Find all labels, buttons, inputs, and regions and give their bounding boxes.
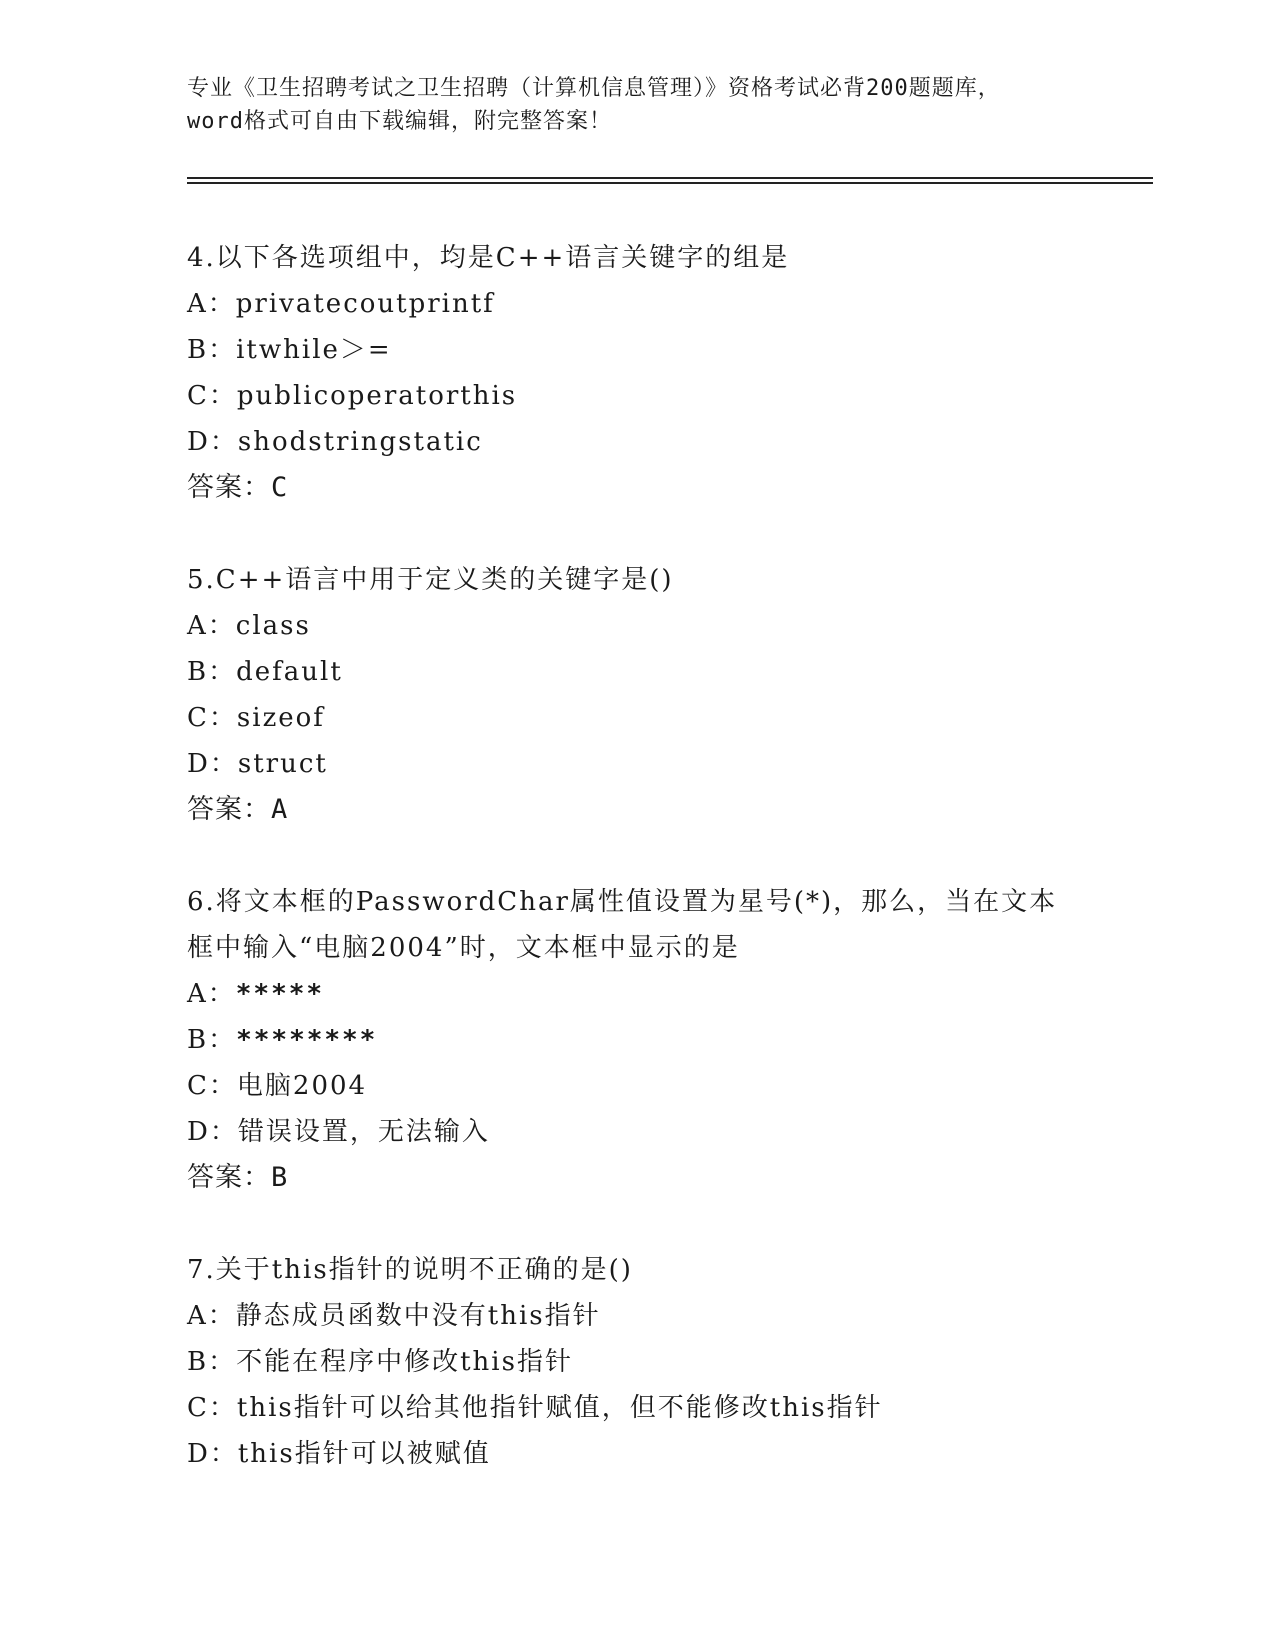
option-d [187,1109,1087,1155]
option-text: sizeof [236,703,325,733]
option-text: default [236,657,343,687]
option-a [187,603,1087,649]
option-b [187,1017,1087,1063]
option-label: A： [187,289,236,319]
option-label: D： [187,1117,238,1147]
option-label: B： [187,657,237,687]
option-label: C： [187,1071,237,1101]
question-stem: 6.将文本框的PasswordChar属性值设置为星号(*)，那么，当在文本 [187,887,1058,917]
option-a [187,971,1087,1017]
question-6 [187,879,1087,1201]
header-divider-top [187,177,1153,179]
option-label: D： [187,427,238,457]
option-d [187,1431,1087,1477]
option-d [187,741,1087,787]
option-a [187,281,1087,327]
question-7 [187,1247,1087,1477]
option-text: shodstringstatic [237,427,483,457]
option-text: ***** [235,979,325,1009]
option-label: A： [187,1301,236,1331]
question-4 [187,235,1087,511]
option-text: ******** [236,1025,378,1055]
question-stem: 7.关于this指针的说明不正确的是() [187,1255,633,1285]
option-text: 电脑2004 [236,1071,368,1101]
option-label: A： [187,979,236,1009]
option-label: B： [187,1025,237,1055]
option-d [187,419,1087,465]
option-label: D： [187,1439,238,1469]
option-label: C： [187,703,237,733]
option-text: this指针可以被赋值 [237,1439,491,1469]
option-c [187,695,1087,741]
question-stem-continued: 框中输入“电脑2004”时，文本框中显示的是 [187,933,740,963]
answer-line: 答案：B [187,1162,289,1193]
option-b [187,1339,1087,1385]
option-b [187,327,1087,373]
option-text: publicoperatorthis [236,381,518,411]
option-label: B： [187,1347,237,1377]
header-line-1: 专业《卫生招聘考试之卫生招聘（计算机信息管理）》资格考试必背200题题库， [187,76,1001,101]
answer-line: 答案：A [187,794,289,825]
option-text: itwhile＞= [236,335,392,365]
option-label: C： [187,1393,237,1423]
option-label: D： [187,749,238,779]
option-label: C： [187,381,237,411]
option-text: 错误设置，无法输入 [237,1117,490,1147]
option-text: 静态成员函数中没有this指针 [235,1301,601,1331]
question-stem: 5.C++语言中用于定义类的关键字是() [187,565,674,595]
answer-line: 答案：C [187,472,289,503]
document-header [187,72,1087,138]
option-text: struct [237,749,328,779]
option-label: B： [187,335,237,365]
option-b [187,649,1087,695]
question-list [187,235,1087,1523]
option-c [187,1063,1087,1109]
option-label: A： [187,611,236,641]
question-5 [187,557,1087,833]
option-text: 不能在程序中修改this指针 [236,1347,573,1377]
option-a [187,1293,1087,1339]
option-text: class [235,611,311,641]
header-line-2: word格式可自由下载编辑，附完整答案！ [187,109,612,134]
option-c [187,1385,1087,1431]
option-text: privatecoutprintf [235,289,495,319]
option-text: this指针可以给其他指针赋值，但不能修改this指针 [236,1393,883,1423]
header-divider-bottom [187,182,1153,184]
option-c [187,373,1087,419]
question-stem: 4.以下各选项组中，均是C++语言关键字的组是 [187,243,790,273]
